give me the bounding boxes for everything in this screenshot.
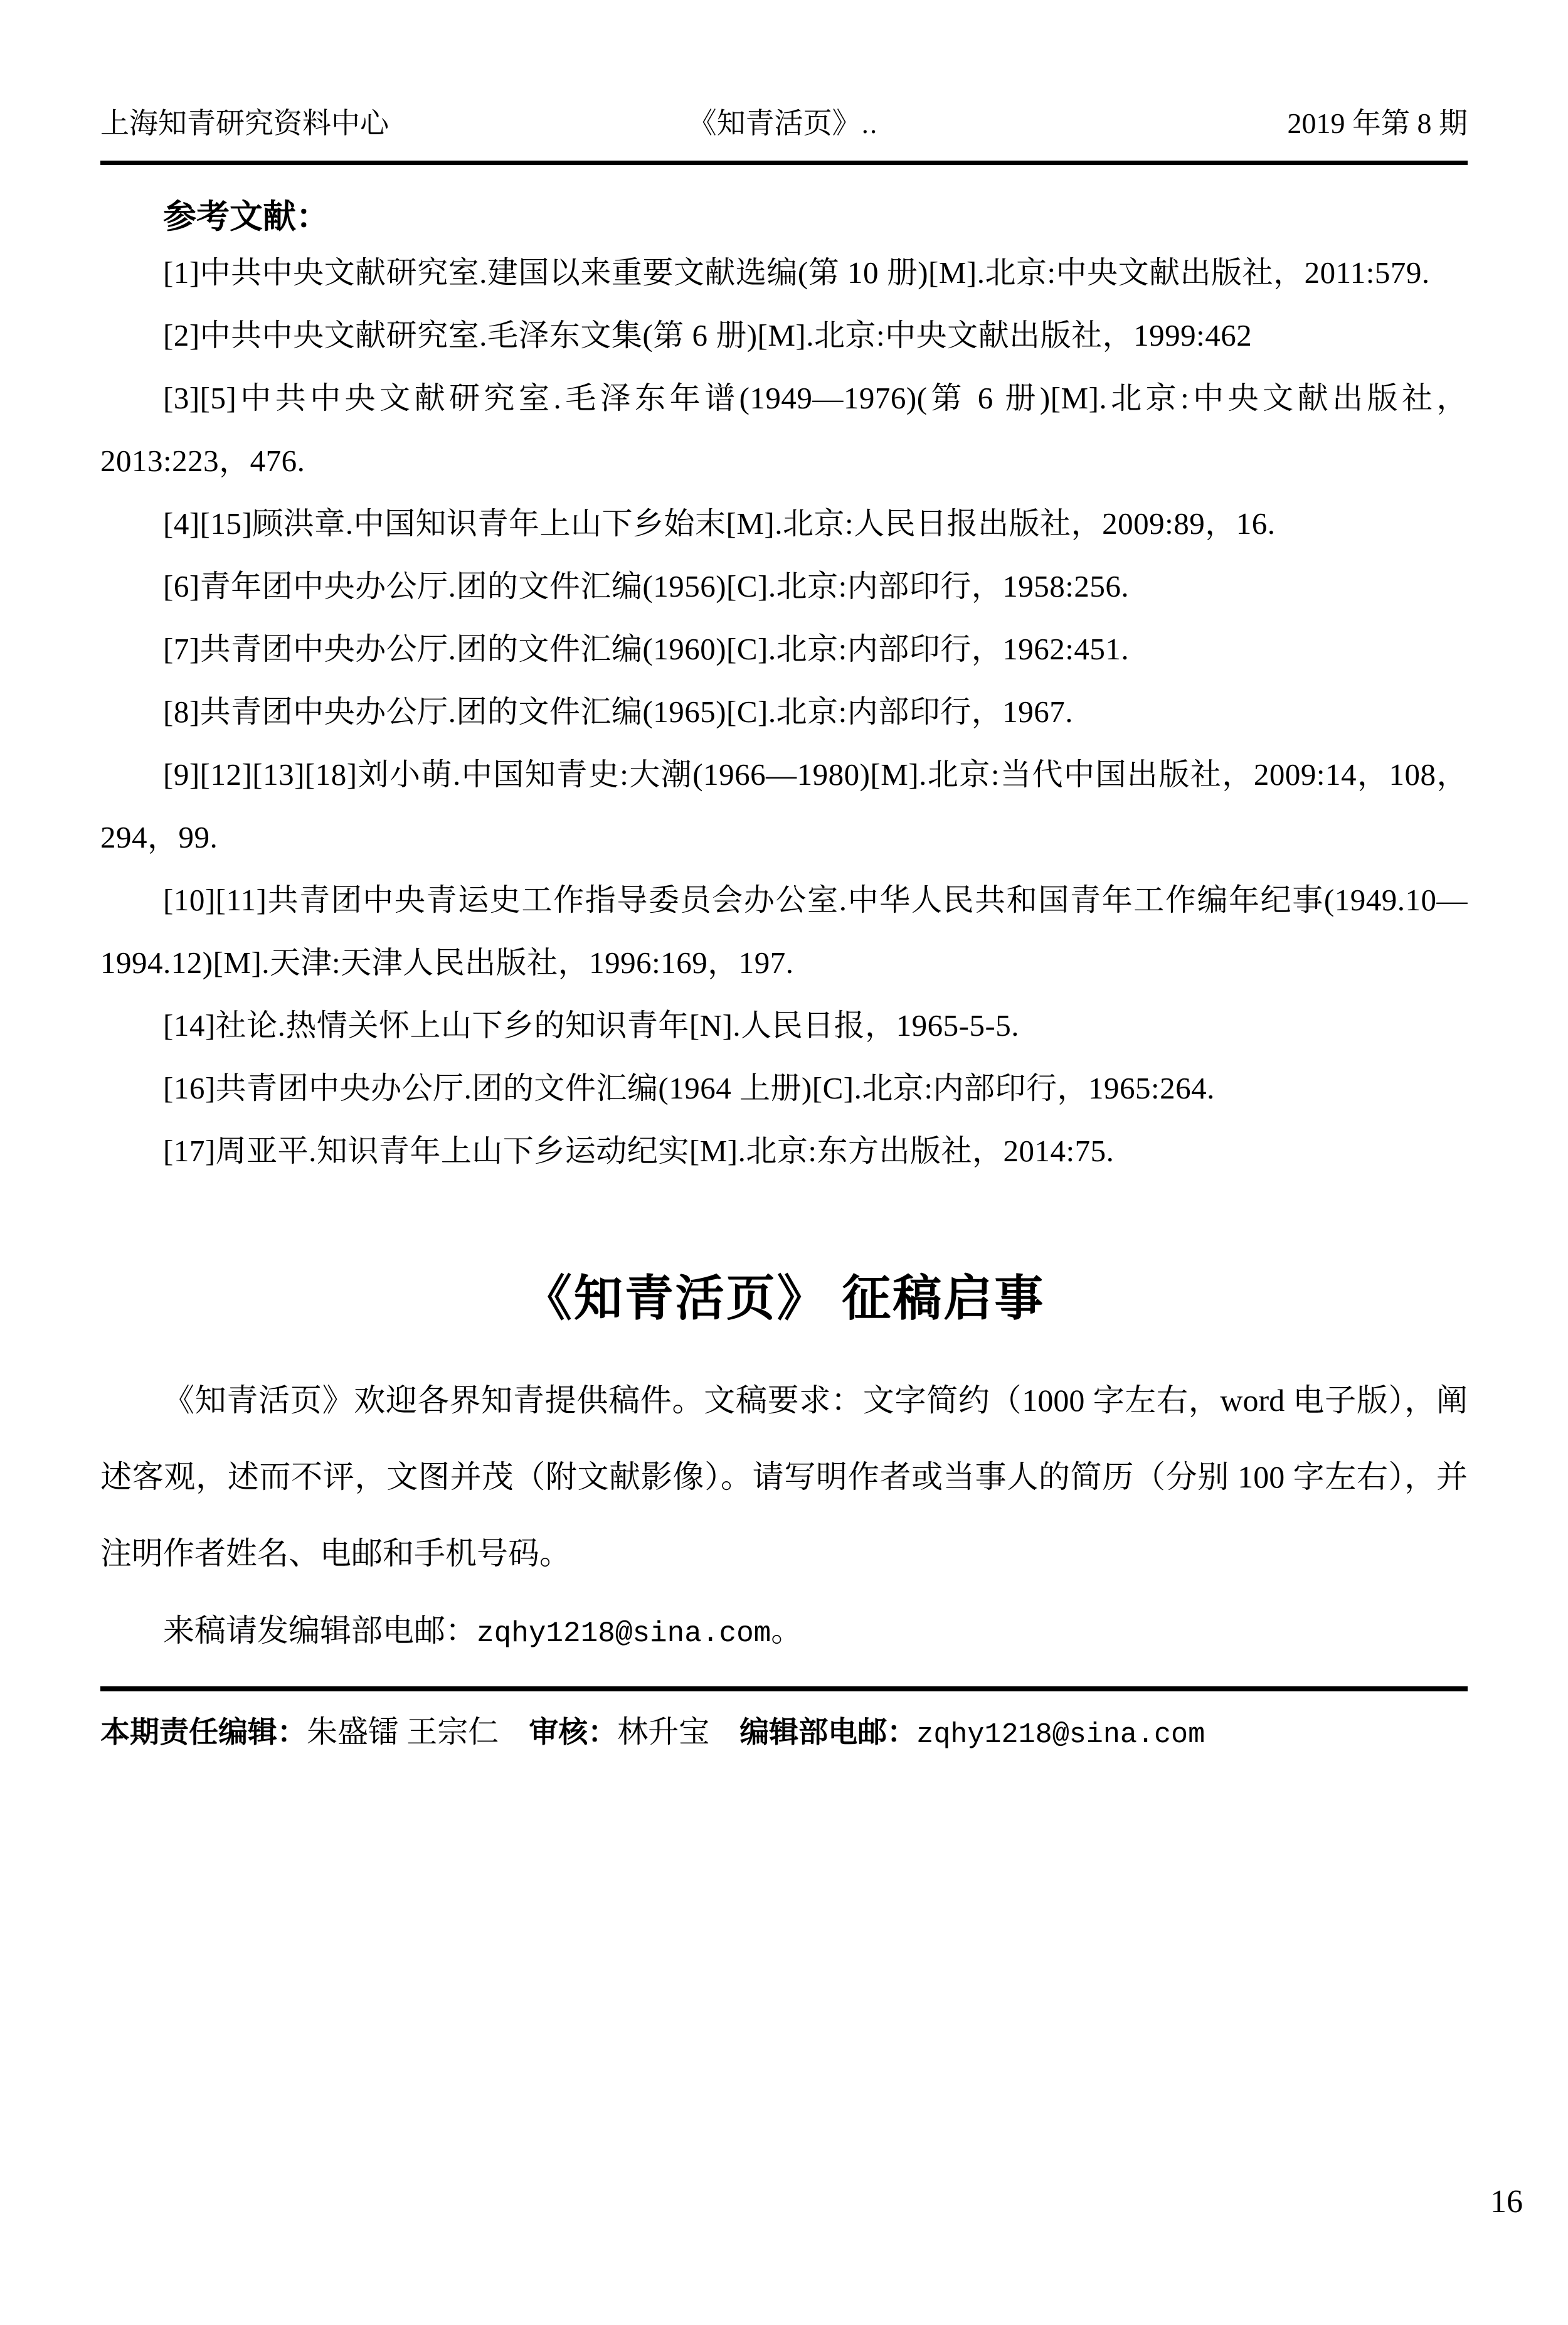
footer-email-label: 编辑部电邮： xyxy=(739,1715,917,1748)
reference-item-7: [8]共青团中央办公厅.团的文件汇编(1965)[C].北京:内部印行，1967. xyxy=(163,694,1073,729)
editor-names: 朱盛镭 王宗仁 xyxy=(307,1714,499,1749)
reference-item-3: [3][5]中共中央文献研究室.毛泽东年谱(1949—1976)(第 6 册)[M].北京:中央文献出版社，2013:223，476. xyxy=(100,380,1468,478)
submission-email-label: 来稿请发编辑部电邮： xyxy=(163,1612,477,1648)
header-divider xyxy=(100,161,1468,165)
notice-title: 《知青活页》 征稿启事 xyxy=(522,1270,1046,1326)
reference-item-12: [17]周亚平.知识青年上山下乡运动纪实[M].北京:东方出版社，2014:75. xyxy=(163,1133,1115,1168)
journal-title-text: 《知青活页》 xyxy=(687,107,861,139)
page-body xyxy=(100,190,1468,1665)
header-journal-title xyxy=(556,105,1012,142)
editor-label: 本期责任编辑： xyxy=(100,1715,307,1748)
notice-paragraph: 《知青活页》欢迎各界知青提供稿件。文稿要求：文字简约（1000 字左右，word 电子版），阐述客观，述而不评，文图并茂（附文献影像）。请写明作者或当事人的简历（分别 100 字左右），并注明作者姓名、电邮和手机号码。 xyxy=(100,1382,1468,1571)
header-dots-mark: ‥ xyxy=(861,110,881,139)
reviewer-label: 审核： xyxy=(529,1715,618,1748)
page-footer xyxy=(100,1708,1468,1752)
submission-email-address: zqhy1218@sina.com xyxy=(477,1617,771,1650)
reference-item-1: [1]中共中央文献研究室.建国以来重要文献选编(第 10 册)[M].北京:中央文献出版社，2011:579. xyxy=(163,255,1430,290)
reference-item-9: [10][11]共青团中央青运史工作指导委员会办公室.中华人民共和国青年工作编年纪事(1949.10—1994.12)[M].天津:天津人民出版社，1996:169，197. xyxy=(100,882,1468,980)
reference-item-6: [7]共青团中央办公厅.团的文件汇编(1960)[C].北京:内部印行，1962:451. xyxy=(163,631,1130,666)
page-header xyxy=(100,105,1468,142)
header-issue-info: 2019 年第 8 期 xyxy=(1287,107,1468,139)
footer-email-address: zqhy1218@sina.com xyxy=(916,1718,1205,1751)
page-number: 16 xyxy=(1490,2184,1523,2220)
footer-divider xyxy=(100,1686,1468,1691)
reference-item-5: [6]青年团中央办公厅.团的文件汇编(1956)[C].北京:内部印行，1958:256. xyxy=(163,568,1130,604)
header-org-name: 上海知青研究资料中心 xyxy=(100,107,389,139)
reference-item-8: [9][12][13][18]刘小萌.中国知青史:大潮(1966—1980)[M].北京:当代中国出版社，2009:14，108，294，99. xyxy=(100,757,1468,854)
references-heading: 参考文献： xyxy=(163,198,329,235)
reference-item-11: [16]共青团中央办公厅.团的文件汇编(1964 上册)[C].北京:内部印行，1965:264. xyxy=(163,1070,1215,1105)
reviewer-name: 林升宝 xyxy=(617,1714,710,1749)
submission-email-period: 。 xyxy=(771,1612,803,1648)
reference-item-4: [4][15]顾洪章.中国知识青年上山下乡始末[M].北京:人民日报出版社，2009:89，16. xyxy=(163,506,1276,541)
submission-email-line xyxy=(100,1599,1468,1665)
reference-item-10: [14]社论.热情关怀上山下乡的知识青年[N].人民日报，1965-5-5. xyxy=(163,1008,1020,1043)
reference-item-2: [2]中共中央文献研究室.毛泽东文集(第 6 册)[M].北京:中央文献出版社，1999:462 xyxy=(163,317,1253,353)
